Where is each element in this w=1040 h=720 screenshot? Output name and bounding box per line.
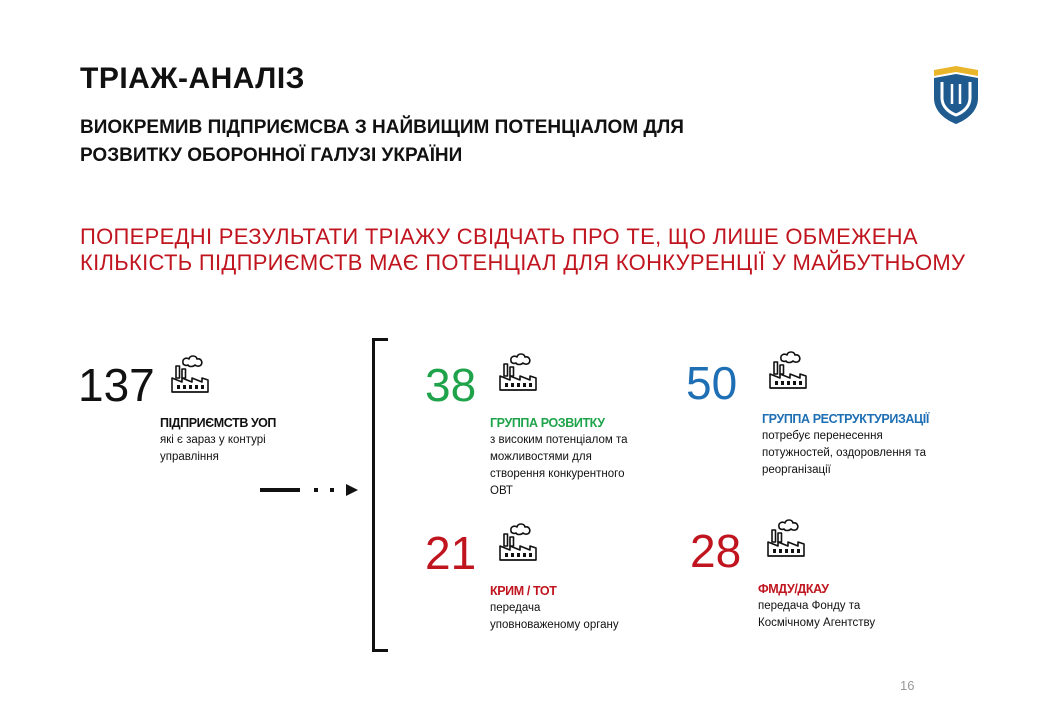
crimea-description: [490, 600, 619, 634]
crimea-label: КРИМ / ТОТ: [490, 584, 557, 598]
fund-description: [758, 598, 875, 632]
ministry-logo-icon: [930, 64, 982, 126]
factory-icon: [496, 520, 540, 564]
crimea-desc-line-1: передача: [490, 602, 541, 614]
finding-line-2: КІЛЬКІСТЬ ПІДПРИЄМСТВ МАЄ ПОТЕНЦІАЛ ДЛЯ КОНКУРЕНЦІЇ У МАЙБУТНЬОМУ: [80, 250, 966, 275]
development-description: [490, 432, 628, 500]
page-number: 16: [900, 678, 915, 693]
development-desc-line-3: створення конкурентного: [490, 468, 625, 480]
factory-icon: [764, 516, 808, 560]
page-title: ТРІАЖ-АНАЛІЗ: [80, 62, 305, 95]
total-desc-line-1: які є зараз у контурі: [160, 434, 266, 446]
development-desc-line-4: ОВТ: [490, 485, 513, 497]
development-label: ГРУППА РОЗВИТКУ: [490, 416, 605, 430]
total-count: 137: [78, 359, 155, 411]
total-description: [160, 432, 266, 466]
factory-icon: [496, 350, 540, 394]
factory-icon: [168, 352, 212, 396]
development-desc-line-1: з високим потенціалом та: [490, 434, 628, 446]
grouping-bracket: [372, 338, 388, 652]
subtitle-line-2: РОЗВИТКУ ОБОРОННОЇ ГАЛУЗІ УКРАЇНИ: [80, 145, 463, 166]
fund-desc-line-2: Космічному Агентству: [758, 617, 876, 629]
restructuring-description: [762, 428, 926, 479]
arrow-icon: [258, 480, 362, 500]
restructuring-count: 50: [686, 357, 738, 409]
restructuring-desc-line-2: потужностей, оздоровлення та: [762, 447, 926, 459]
restructuring-desc-line-3: реорганізації: [762, 464, 831, 476]
development-desc-line-2: можливостями для: [490, 451, 592, 463]
development-count: 38: [425, 359, 477, 411]
fund-desc-line-1: передача Фонду та: [758, 600, 861, 612]
total-desc-line-2: управління: [160, 451, 219, 463]
total-label: ПІДПРИЄМСТВ УОП: [160, 416, 276, 430]
crimea-count: 21: [425, 527, 477, 579]
page-subtitle: [80, 114, 840, 170]
crimea-desc-line-2: уповноваженому органу: [490, 619, 619, 631]
key-finding-statement: [80, 224, 1020, 276]
restructuring-desc-line-1: потребує перенесення: [762, 430, 883, 442]
subtitle-line-1: ВИОКРЕМИВ ПІДПРИЄМСВА З НАЙВИЩИМ ПОТЕНЦІАЛОМ ДЛЯ: [80, 117, 684, 138]
fund-label: ФМДУ/ДКАУ: [758, 582, 829, 596]
restructuring-label: ГРУППА РЕСТРУКТУРИЗАЦІЇ: [762, 412, 929, 426]
finding-line-1: ПОПЕРЕДНІ РЕЗУЛЬТАТИ ТРІАЖУ СВІДЧАТЬ ПРО ТЕ, ЩО ЛИШЕ ОБМЕЖЕНА: [80, 224, 918, 249]
fund-count: 28: [690, 525, 742, 577]
factory-icon: [766, 348, 810, 392]
